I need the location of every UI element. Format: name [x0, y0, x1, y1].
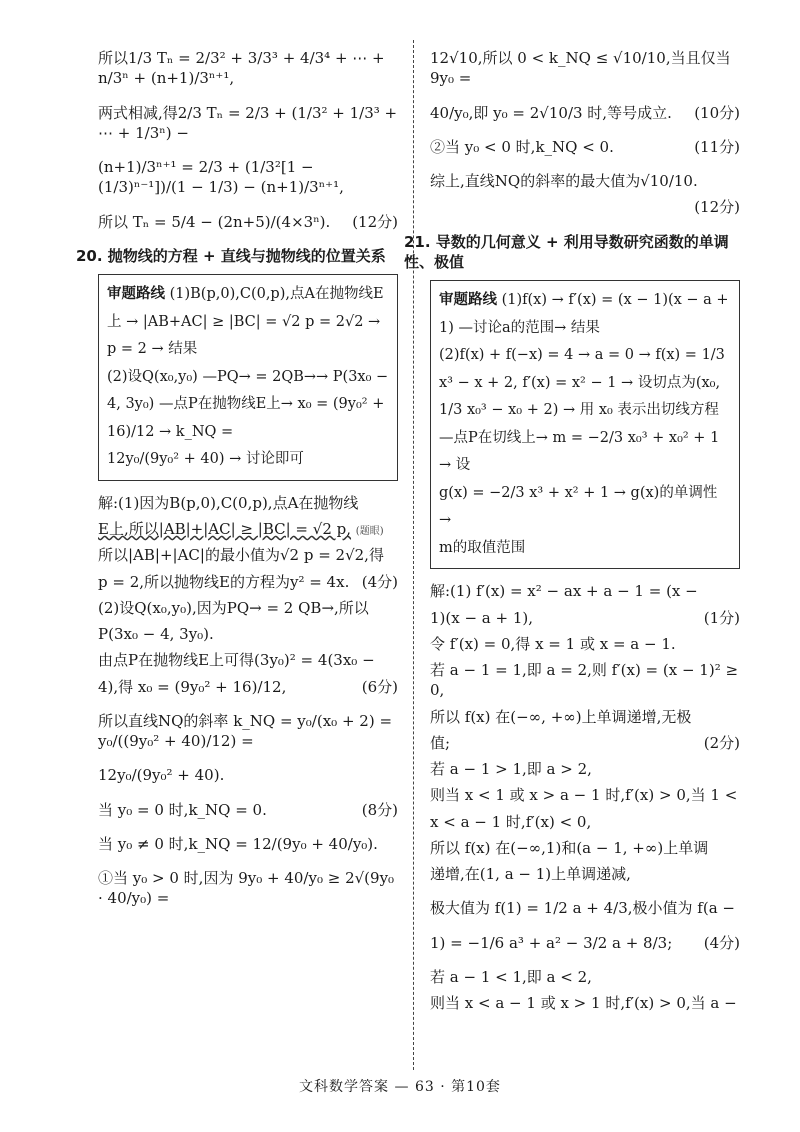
- solution-line: x < a − 1 时,f′(x) < 0,: [430, 812, 592, 831]
- solution-line: 极大值为 f(1) = 1/2 a + 4/3,极小值为 f(a −: [430, 899, 735, 918]
- score-label: (12分): [694, 198, 740, 217]
- page-footer: 文科数学答案 — 63 · 第10套: [299, 1079, 501, 1095]
- solution-line: P(3x₀ − 4, 3y₀).: [98, 625, 214, 644]
- solution-line: 则当 x < 1 或 x > a − 1 时,f′(x) > 0,当 1 <: [430, 786, 738, 805]
- q21-analysis-box: [430, 280, 740, 569]
- text-line: (n+1)/3ⁿ⁺¹ = 2/3 + (1/3²[1 − (1/3)ⁿ⁻¹])/(1 − 1/3) − (n+1)/3ⁿ⁺¹,: [98, 158, 344, 197]
- text-line: [98, 212, 398, 232]
- box-line: (2)f(x) + f(−x) = 4 → a = 0 → f(x) = 1/3 x³ − x + 2, f′(x) = x² − 1 → 设切点为(x₀, 1/3 x₀³ − x₀ + 2) → 用 x₀ 表示出切线方程: [439, 347, 725, 419]
- solution-line: 令 f′(x) = 0,得 x = 1 或 x = a − 1.: [430, 634, 676, 653]
- box-line: g(x) = −2/3 x³ + x² + 1 → g(x)的单调性 →: [439, 484, 718, 529]
- solution-line: 解:(1)因为B(p,0),C(0,p),点A在抛物线: [98, 493, 359, 512]
- text-line: [430, 197, 740, 217]
- solution-text: 1)(x − a + 1),: [430, 608, 534, 627]
- solution-line: [430, 733, 740, 753]
- key-note: (题眼): [355, 526, 384, 538]
- solution-line: [430, 933, 740, 953]
- solution-line: 若 a − 1 > 1,即 a > 2,: [430, 760, 592, 779]
- q20-analysis-box: [98, 274, 398, 481]
- solution-line: 若 a − 1 < 1,即 a < 2,: [430, 967, 592, 986]
- box-line: (2)设Q(x₀,y₀) —PQ→ = 2QB→→ P(3x₀ − 4, 3y₀) —点P在抛物线E上→ x₀ = (9y₀² + 16)/12 → k_NQ =: [107, 368, 389, 440]
- solution-line: [98, 800, 398, 820]
- text-line: 综上,直线NQ的斜率的最大值为√10/10.: [430, 172, 698, 190]
- box-title: 审题路线: [107, 286, 165, 302]
- solution-line: 所以 f(x) 在(−∞, +∞)上单调递增,无极: [430, 707, 692, 726]
- solution-line: 所以|AB|+|AC|的最小值为√2 p = 2√2,得: [98, 546, 384, 565]
- score-label: (10分): [694, 103, 740, 122]
- question-21-heading: 21. 导数的几何意义 + 利用导数研究函数的单调性、极值: [404, 232, 729, 271]
- solution-line: [98, 519, 398, 539]
- score-label: (12分): [352, 212, 398, 231]
- score-label: (8分): [361, 800, 398, 819]
- box-line: 12y₀/(9y₀² + 40) → 讨论即可: [107, 451, 304, 468]
- solution-line: 递增,在(1, a − 1)上单调递减,: [430, 865, 631, 884]
- score-label: (1分): [703, 608, 740, 627]
- solution-text: 40/y₀,即 y₀ = 2√10/3 时,等号成立.: [430, 103, 672, 122]
- text-line: [430, 137, 740, 157]
- solution-line: [98, 677, 398, 697]
- box-line: (1)f(x) → f′(x) = (x − 1)(x − a + 1) —讨论a的范围→ 结果: [439, 292, 729, 336]
- solution-line: 当 y₀ ≠ 0 时,k_NQ = 12/(9y₀ + 40/y₀).: [98, 834, 378, 853]
- solution-line: [98, 572, 398, 592]
- column-divider: [413, 40, 414, 1070]
- score-label: (11分): [694, 137, 740, 156]
- text-line: 所以1/3 Tₙ = 2/3² + 3/3³ + 4/3⁴ + ⋯ + n/3ⁿ + (n+1)/3ⁿ⁺¹,: [98, 49, 385, 88]
- solution-text: p = 2,所以抛物线E的方程为y² = 4x.: [98, 572, 350, 591]
- solution-text: ②当 y₀ < 0 时,k_NQ < 0.: [430, 137, 614, 156]
- question-20-heading: 20. 抛物线的方程 + 直线与抛物线的位置关系: [76, 246, 386, 265]
- text-line: [430, 103, 740, 123]
- solution-line: 所以直线NQ的斜率 k_NQ = y₀/(x₀ + 2) = y₀/((9y₀² + 40)/12) =: [98, 711, 393, 751]
- solution-line: 12y₀/(9y₀² + 40).: [98, 766, 225, 785]
- solution-line: 解:(1) f′(x) = x² − ax + a − 1 = (x −: [430, 582, 698, 601]
- solution-line: (2)设Q(x₀,y₀),因为PQ→ = 2 QB→,所以: [98, 598, 369, 617]
- score-label: (6分): [361, 677, 398, 696]
- solution-text: 4),得 x₀ = (9y₀² + 16)/12,: [98, 677, 287, 696]
- solution-line: [430, 608, 740, 628]
- solution-line: 则当 x < a − 1 或 x > 1 时,f′(x) > 0,当 a −: [430, 994, 737, 1013]
- text-line: 12√10,所以 0 < k_NQ ≤ √10/10,当且仅当 9y₀ =: [430, 49, 731, 88]
- solution-line: 若 a − 1 = 1,即 a = 2,则 f′(x) = (x − 1)² ≥ 0,: [430, 661, 739, 700]
- score-label: (2分): [703, 733, 740, 752]
- solution-text: 值;: [430, 733, 451, 752]
- formula-text: 所以 Tₙ = 5/4 − (2n+5)/(4×3ⁿ).: [98, 212, 331, 231]
- key-step: E上,所以|AB|+|AC| ≥ |BC| = √2 p,: [98, 520, 352, 539]
- solution-line: 所以 f(x) 在(−∞,1)和(a − 1, +∞)上单调: [430, 838, 709, 857]
- box-line: —点P在切线上→ m = −2/3 x₀³ + x₀² + 1 → 设: [439, 429, 720, 474]
- solution-line: 由点P在抛物线E上可得(3y₀)² = 4(3x₀ −: [98, 651, 375, 670]
- solution-text: 1) = −1/6 a³ + a² − 3/2 a + 8/3;: [430, 933, 673, 952]
- right-column: [404, 48, 740, 1019]
- score-label: (4分): [703, 933, 740, 952]
- solution-line: ①当 y₀ > 0 时,因为 9y₀ + 40/y₀ ≥ 2√(9y₀ · 40/y₀) =: [98, 869, 395, 908]
- text-line: 两式相减,得2/3 Tₙ = 2/3 + (1/3² + 1/3³ + ⋯ + 1/3ⁿ) −: [98, 103, 398, 142]
- box-line: m的取值范围: [439, 539, 526, 556]
- box-title: 审题路线: [439, 292, 497, 308]
- box-line: (1)B(p,0),C(0,p),点A在抛物线E上 → |AB+AC| ≥ |BC| = √2 p = 2√2 → p = 2 → 结果: [107, 286, 384, 358]
- solution-text: 当 y₀ = 0 时,k_NQ = 0.: [98, 800, 267, 819]
- left-column: [76, 48, 398, 915]
- score-label: (4分): [361, 572, 398, 591]
